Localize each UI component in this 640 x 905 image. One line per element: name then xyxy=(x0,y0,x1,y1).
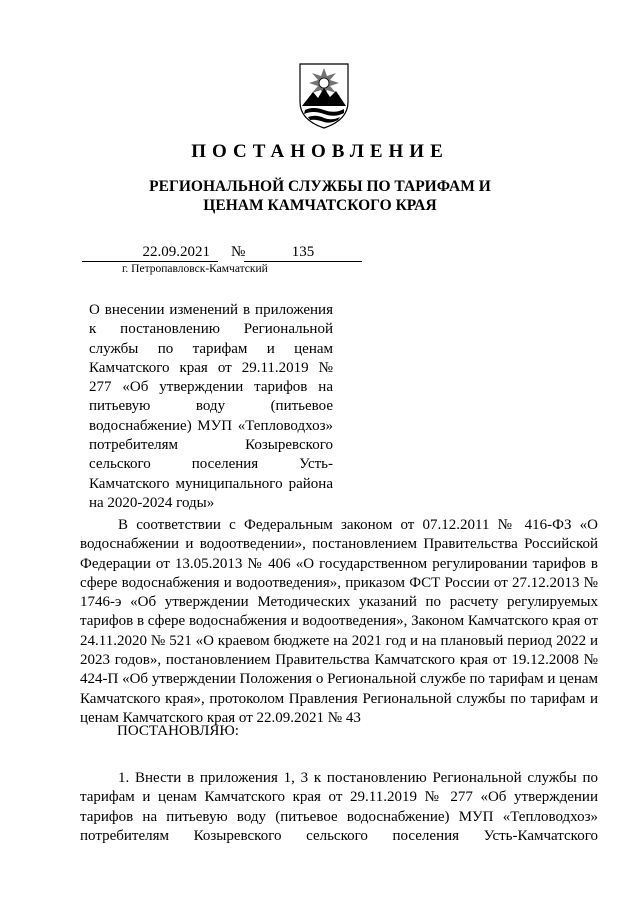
issuing-authority: РЕГИОНАЛЬНОЙ СЛУЖБЫ ПО ТАРИФАМ И ЦЕНАМ КАМЧАТСКОГО КРАЯ xyxy=(149,178,491,214)
issue-place: г. Петропавловск-Камчатский xyxy=(122,263,268,275)
decree-word: ПОСТАНОВЛЯЮ: xyxy=(117,723,239,739)
preamble-paragraph: В соответствии с Федеральным законом от 07.12.2011 № 416-ФЗ «О водоснабжении и водоотведении», постановлением Правительства Российской Федерации от 13.05.2013 № 406 «О государственном регулировании тарифов в сфере водоснабжения и водоотведения», приказом ФСТ России от 27.12.2013 № 1746-э «Об утверждении Методических указаний по расчету регулируемых тарифов в сфере водоснабжения и водоотведения», Законом Камчатского края от 24.11.2020 № 521 «О краевом бюджете на 2021 год и на плановый период 2022 и 2023 годов», постановлением Правительства Камчатского края от 19.12.2008 № 424-П «Об утверждении Положения о Региональной службе по тарифам и ценам Камчатского края», протоколом Правления Региональной службы по тарифам и ценам Камчатского края от 22.09.2021 № 43 xyxy=(80,517,598,726)
document-subject: О внесении изменений в приложения к постановлению Региональной службы по тарифам и ценам Камчатского края от 29.11.2019 № 277 «Об утверждении тарифов на питьевую воду (питьевое водоснабжение) МУП «Тепловодхоз» потребителям Козыревского сельского поселения Усть-Камчатского муниципального района на 2020-2024 годы» xyxy=(89,302,333,511)
document-type-title: ПОСТАНОВЛЕНИЕ xyxy=(191,141,449,162)
document-number: 135 xyxy=(244,243,362,262)
number-sign: № xyxy=(231,244,246,260)
kamchatka-coat-of-arms-icon xyxy=(296,62,352,130)
document-date: 22.09.2021 xyxy=(82,243,218,262)
item-1-paragraph: 1. Внести в приложения 1, 3 к постановлению Региональной службы по тарифам и ценам Камчатского края от 29.11.2019 № 277 «Об утверждении тарифов на питьевую воду (питьевое водоснабжение) МУП «Тепловодхоз» потребителям Козыревского сельского поселения Усть-Камчатского xyxy=(80,770,598,844)
